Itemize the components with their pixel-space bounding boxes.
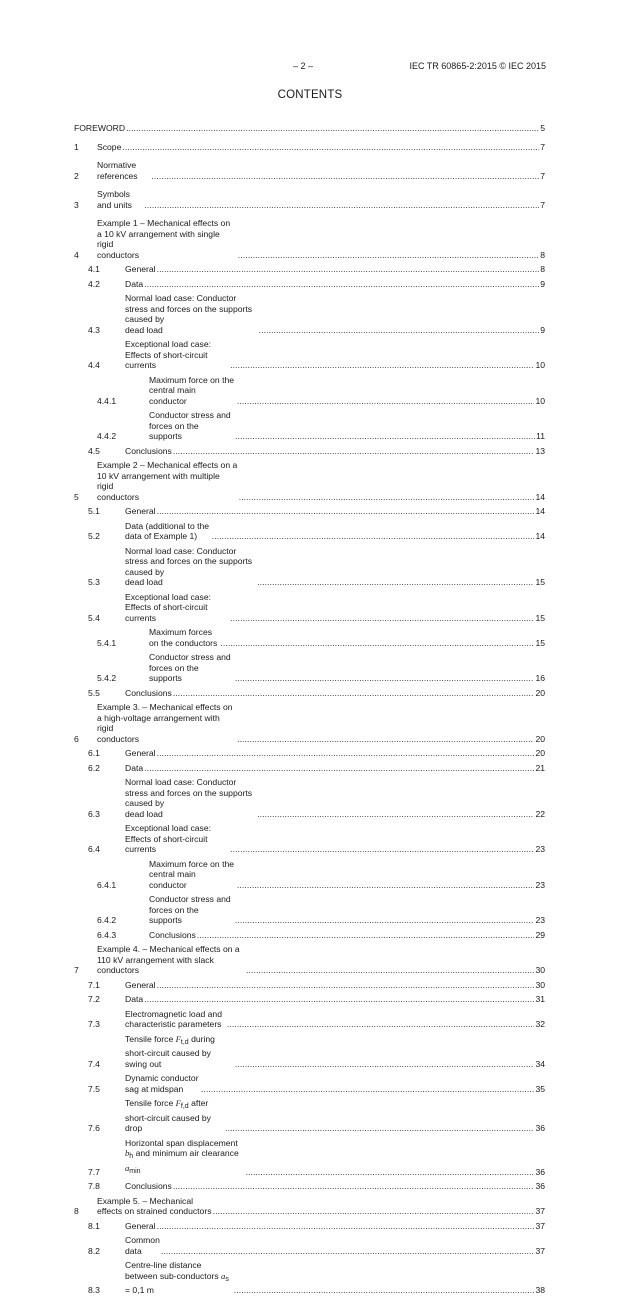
toc-entry[interactable] xyxy=(74,980,545,991)
toc-entry[interactable] xyxy=(74,688,545,699)
toc-entry-number: 5.4.1 xyxy=(97,637,117,648)
toc-entry-page: 36 xyxy=(535,1181,545,1191)
toc-entry-page: 10 xyxy=(535,395,545,406)
toc-entry-page: 8 xyxy=(540,249,545,260)
dot-leader xyxy=(126,123,539,134)
toc-entry-number: 6.4.2 xyxy=(97,915,117,925)
toc-entry-number: 4.3 xyxy=(88,324,100,335)
toc-entry-page: 20 xyxy=(535,733,545,744)
dot-leader xyxy=(157,506,535,517)
toc-entry-page: 14 xyxy=(535,491,545,502)
toc-entry-page: 15 xyxy=(535,612,545,623)
toc-entry-number: 4.4.1 xyxy=(97,395,117,406)
toc-entry-number: 6.4.3 xyxy=(97,929,117,940)
toc-entry-page: 5 xyxy=(540,123,545,133)
toc-entry-page: 14 xyxy=(535,506,545,516)
toc-entry-title: Conclusions xyxy=(149,929,196,940)
toc-entry[interactable] xyxy=(74,652,545,684)
dot-leader xyxy=(157,980,535,991)
document-reference: IEC TR 60865-2:2015 © IEC 2015 xyxy=(409,61,546,71)
toc-entry-number: 6.3 xyxy=(88,808,100,819)
page-number: – 2 – xyxy=(293,61,314,71)
toc-entry-page: 7 xyxy=(540,141,545,152)
table-of-contents xyxy=(74,123,545,1296)
toc-entry-page: 30 xyxy=(535,979,545,990)
toc-entry-title: Horizontal span displacement $b_h$ and minimum air clearance $a_{min}$ xyxy=(125,1137,239,1175)
toc-entry[interactable] xyxy=(74,777,545,819)
dot-leader xyxy=(235,1059,535,1070)
toc-entry-number: 5.1 xyxy=(88,506,100,516)
toc-entry-title: Exceptional load case: Effects of short-circuit currents xyxy=(125,823,211,854)
toc-entry-page: 20 xyxy=(535,748,545,758)
dot-leader xyxy=(173,1181,535,1192)
dot-leader xyxy=(237,396,535,407)
toc-entry-title: Electromagnetic load and characteristic parameters xyxy=(125,1008,222,1029)
toc-entry-title: Maximum force on the central main conductor xyxy=(149,374,235,406)
dot-leader xyxy=(246,965,534,976)
toc-entry-number: 1 xyxy=(74,141,79,152)
toc-entry-page: 37 xyxy=(535,1220,545,1231)
toc-entry[interactable] xyxy=(74,994,545,1005)
dot-leader xyxy=(230,360,534,371)
dot-leader xyxy=(220,638,534,649)
toc-entry-number: 3 xyxy=(74,199,79,210)
toc-entry[interactable] xyxy=(74,375,545,407)
toc-entry-page: 23 xyxy=(535,844,545,854)
toc-entry-number: 8 xyxy=(74,1206,79,1216)
toc-entry-number: 7.6 xyxy=(88,1123,100,1133)
toc-entry-number: 7.5 xyxy=(88,1083,100,1094)
toc-entry-number: 6.4.1 xyxy=(97,879,117,890)
toc-entry-number: 4.2 xyxy=(88,278,100,289)
toc-entry-page: 8 xyxy=(540,264,545,274)
toc-entry-title: Conductor stress and forces on the supports xyxy=(149,652,231,683)
dot-leader xyxy=(239,492,535,503)
toc-entry-page: 37 xyxy=(535,1245,545,1256)
toc-entry-page: 7 xyxy=(540,199,545,210)
toc-entry[interactable] xyxy=(74,1009,545,1030)
dot-leader xyxy=(157,748,535,759)
toc-entry[interactable] xyxy=(74,339,545,371)
toc-entry-title: Dynamic conductor sag at midspan xyxy=(125,1073,199,1094)
dot-leader xyxy=(173,688,535,699)
dot-leader xyxy=(173,446,535,457)
dot-leader xyxy=(235,673,535,684)
toc-entry[interactable] xyxy=(74,1098,545,1134)
toc-entry-number: 5.3 xyxy=(88,577,100,587)
toc-entry-number: 4.1 xyxy=(88,264,100,274)
dot-leader xyxy=(157,1221,535,1232)
dot-leader xyxy=(230,844,534,855)
dot-leader xyxy=(230,613,534,624)
toc-entry-page: 36 xyxy=(535,1166,545,1177)
toc-entry[interactable] xyxy=(74,160,545,181)
toc-entry-number: 4.4 xyxy=(88,360,100,370)
toc-entry[interactable] xyxy=(74,763,545,774)
toc-entry[interactable] xyxy=(74,944,545,976)
toc-entry[interactable] xyxy=(74,823,545,855)
dot-leader xyxy=(225,1123,534,1134)
toc-entry[interactable] xyxy=(74,1221,545,1232)
toc-entry-number: 6.1 xyxy=(88,748,100,758)
toc-entry-number: 5.2 xyxy=(88,531,100,541)
dot-leader xyxy=(235,431,535,442)
toc-entry[interactable] xyxy=(74,506,545,517)
dot-leader xyxy=(238,250,539,261)
toc-entry[interactable] xyxy=(74,293,545,335)
toc-entry-page: 15 xyxy=(535,637,545,648)
toc-entry-page: 32 xyxy=(535,1019,545,1029)
toc-entry-page: 37 xyxy=(535,1206,545,1216)
toc-entry[interactable] xyxy=(74,218,545,260)
toc-entry-page: 20 xyxy=(535,687,545,698)
toc-entry-title: General xyxy=(125,979,156,990)
toc-entry-title: Tensile force $F_{f,d}$ after short-circuit caused by drop xyxy=(125,1098,211,1133)
toc-entry-title: Common data xyxy=(125,1235,160,1256)
toc-entry-title: Symbols and units xyxy=(97,189,132,210)
toc-entry-title: Example 3. – Mechanical effects on a high-voltage arrangement with rigid conductors xyxy=(97,702,233,744)
toc-entry[interactable] xyxy=(74,1034,545,1070)
toc-entry-number: 7.7 xyxy=(88,1166,100,1177)
toc-entry-page: 22 xyxy=(535,808,545,819)
dot-leader xyxy=(259,325,540,336)
toc-entry-page: 29 xyxy=(535,929,545,940)
dot-leader xyxy=(144,994,534,1005)
toc-entry-title: Example 4. – Mechanical effects on a 110 kV arrangement with slack conductors xyxy=(97,944,240,975)
toc-entry-title: Scope xyxy=(97,141,122,152)
toc-entry-title: General xyxy=(125,748,156,758)
toc-entry-number: 7.3 xyxy=(88,1019,100,1029)
math-symbol: $a_s$ xyxy=(221,1270,229,1283)
dot-leader xyxy=(144,763,534,774)
toc-entry-number: 8.3 xyxy=(88,1285,100,1295)
toc-entry-page: 10 xyxy=(535,360,545,370)
toc-entry-title: Normative references xyxy=(97,160,138,181)
toc-entry-number: 2 xyxy=(74,170,79,181)
toc-entry-page: 38 xyxy=(535,1285,545,1295)
toc-entry-page: 30 xyxy=(535,965,545,975)
dot-leader xyxy=(257,577,534,588)
toc-entry-page: 35 xyxy=(535,1083,545,1094)
toc-entry-title: FOREWORD xyxy=(74,123,126,133)
toc-entry-title: Conclusions xyxy=(125,1181,172,1191)
toc-entry-page: 14 xyxy=(535,531,545,541)
math-symbol: $b_h$ xyxy=(125,1148,134,1160)
dot-leader xyxy=(151,171,539,182)
contents-title: CONTENTS xyxy=(277,89,343,101)
toc-entry-page: 23 xyxy=(535,915,545,925)
toc-entry[interactable] xyxy=(74,592,545,624)
toc-entry[interactable] xyxy=(74,1138,545,1178)
dot-leader xyxy=(197,930,535,941)
toc-entry-title: Normal load case: Conductor stress and forces on the supports caused by dead load xyxy=(125,293,253,335)
toc-entry-number: 4.4.2 xyxy=(97,431,117,441)
dot-leader xyxy=(237,880,535,891)
toc-entry[interactable] xyxy=(74,930,545,941)
toc-entry-title: Conductor stress and forces on the supports xyxy=(149,894,231,925)
toc-entry-page: 7 xyxy=(540,170,545,181)
toc-entry-number: 7.8 xyxy=(88,1181,100,1191)
math-symbol: $F_{f,d}$ xyxy=(175,1098,189,1110)
toc-entry-page: 9 xyxy=(540,278,545,289)
toc-entry-page: 36 xyxy=(535,1123,545,1133)
toc-entry-number: 7.4 xyxy=(88,1058,100,1069)
toc-entry-page: 23 xyxy=(535,879,545,890)
toc-entry[interactable] xyxy=(74,1196,545,1217)
toc-entry[interactable] xyxy=(74,142,545,153)
toc-entry-number: 4.5 xyxy=(88,445,100,456)
toc-entry-title: Tensile force $F_{t,d}$ during short-circuit caused by swing out xyxy=(125,1033,215,1069)
toc-entry-number: 5.4.2 xyxy=(97,673,117,683)
toc-entry[interactable] xyxy=(74,1260,545,1296)
dot-leader xyxy=(227,1019,535,1030)
toc-entry-title: Conductor stress and forces on the supports xyxy=(149,410,231,441)
dot-leader xyxy=(237,734,534,745)
toc-entry-title: Conclusions xyxy=(125,445,172,456)
dot-leader xyxy=(235,915,535,926)
toc-entry[interactable] xyxy=(74,894,545,926)
toc-entry[interactable] xyxy=(74,546,545,588)
toc-entry[interactable] xyxy=(74,123,545,134)
toc-entry-page: 16 xyxy=(535,673,545,683)
toc-entry-number: 4 xyxy=(74,249,79,260)
toc-entry-number: 6.2 xyxy=(88,762,100,773)
dot-leader xyxy=(212,531,535,542)
toc-entry-title: Data xyxy=(125,762,144,773)
dot-leader xyxy=(234,1285,535,1296)
toc-entry-title: Centre-line distance between sub-conductors $a_s = 0,1$ m xyxy=(125,1260,229,1295)
toc-entry[interactable] xyxy=(74,410,545,442)
toc-entry-title: Exceptional load case: Effects of short-circuit currents xyxy=(125,339,211,370)
toc-entry-number: 8.2 xyxy=(88,1245,100,1256)
dot-leader xyxy=(257,809,534,820)
toc-entry-title: Conclusions xyxy=(125,687,172,698)
dot-leader xyxy=(213,1206,535,1217)
toc-entry-number: 8.1 xyxy=(88,1220,100,1231)
toc-entry-title: Maximum forces on the conductors xyxy=(149,627,218,648)
toc-entry[interactable] xyxy=(74,189,545,210)
toc-entry[interactable] xyxy=(74,460,545,502)
toc-entry-title: Data xyxy=(125,994,144,1004)
toc-entry-title: Data (additional to the data of Example 1) xyxy=(125,520,210,541)
toc-entry-title: Normal load case: Conductor stress and forces on the supports caused by dead load xyxy=(125,545,253,587)
toc-entry-title: Exceptional load case: Effects of short-circuit currents xyxy=(125,591,211,623)
dot-leader xyxy=(144,200,539,211)
toc-entry-number: 7.1 xyxy=(88,979,100,990)
toc-entry-title: Example 1 – Mechanical effects on a 10 kV arrangement with single rigid conductors xyxy=(97,218,231,260)
toc-entry-page: 15 xyxy=(535,577,545,587)
dot-leader xyxy=(161,1246,535,1257)
toc-entry-number: 5.5 xyxy=(88,687,100,698)
toc-entry-number: 6.4 xyxy=(88,844,100,854)
toc-entry[interactable] xyxy=(74,1181,545,1192)
dot-leader xyxy=(245,1167,534,1178)
math-symbol: $F_{t,d}$ xyxy=(175,1033,189,1046)
toc-entry[interactable] xyxy=(74,702,545,744)
toc-entry[interactable] xyxy=(74,279,545,290)
toc-entry-page: 21 xyxy=(535,762,545,773)
toc-entry-page: 9 xyxy=(540,324,545,335)
toc-entry-title: General xyxy=(125,264,156,274)
toc-entry-page: 34 xyxy=(535,1058,545,1069)
toc-entry-number: 7 xyxy=(74,965,79,975)
toc-entry-number: 5.4 xyxy=(88,612,100,623)
toc-entry-title: Example 5. – Mechanical effects on strained conductors xyxy=(97,1195,212,1216)
toc-entry[interactable] xyxy=(74,627,545,648)
toc-entry-title: Maximum force on the central main conductor xyxy=(149,858,235,890)
toc-entry[interactable] xyxy=(74,748,545,759)
dot-leader xyxy=(157,264,540,275)
toc-entry-title: General xyxy=(125,1220,156,1231)
toc-entry-number: 7.2 xyxy=(88,994,100,1004)
toc-entry[interactable] xyxy=(74,521,545,542)
toc-entry-number: 5 xyxy=(74,491,79,502)
toc-entry-title: Data xyxy=(125,278,144,289)
dot-leader xyxy=(144,279,539,290)
toc-entry-title: Example 2 – Mechanical effects on a 10 kV arrangement with multiple rigid conductors xyxy=(97,460,238,502)
toc-entry[interactable] xyxy=(74,1073,545,1094)
dot-leader xyxy=(122,142,539,153)
toc-entry-page: 31 xyxy=(535,994,545,1004)
toc-entry[interactable] xyxy=(74,1235,545,1256)
toc-entry-page: 13 xyxy=(535,445,545,456)
toc-entry[interactable] xyxy=(74,264,545,275)
math-symbol: $a_{min}$ xyxy=(125,1162,141,1175)
toc-entry-page: 11 xyxy=(536,431,545,441)
toc-entry-title: General xyxy=(125,506,156,516)
toc-entry[interactable] xyxy=(74,859,545,891)
toc-entry[interactable] xyxy=(74,446,545,457)
dot-leader xyxy=(201,1084,534,1095)
toc-entry-title: Normal load case: Conductor stress and forces on the supports caused by dead load xyxy=(125,777,253,819)
toc-entry-number: 6 xyxy=(74,733,79,744)
